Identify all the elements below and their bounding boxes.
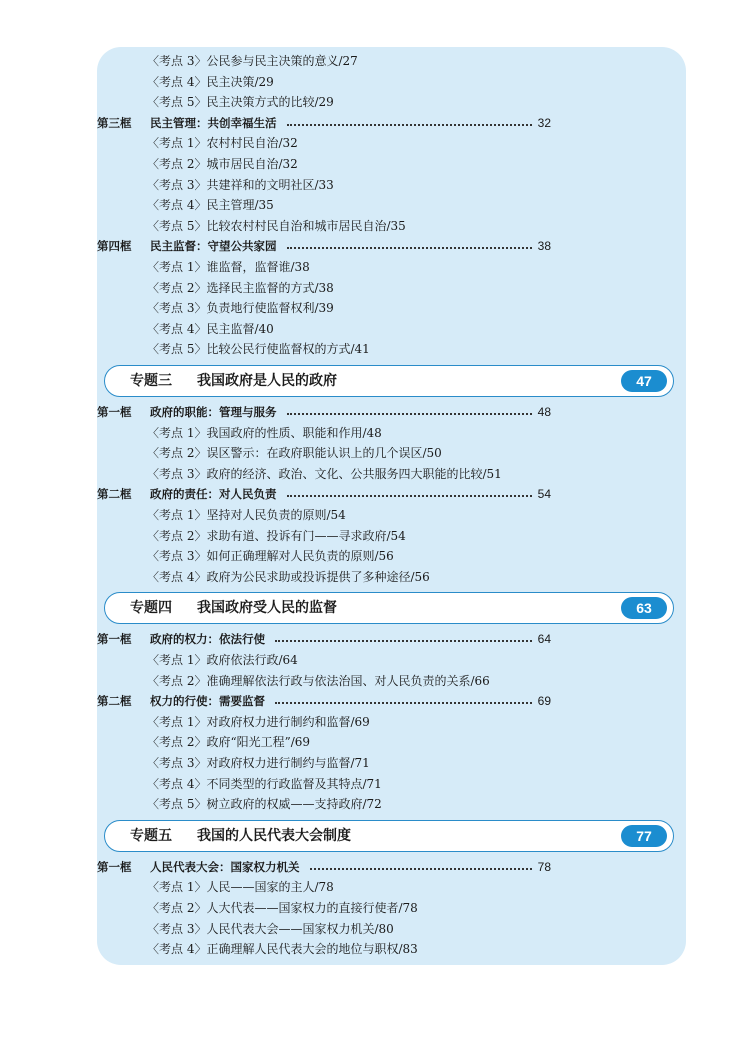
kaodian-row[interactable] xyxy=(0,216,589,236)
kaodian-entry[interactable] xyxy=(147,732,310,752)
kaodian-text: 共建祥和的文明社区/33 xyxy=(206,177,334,192)
kaodian-text: 我国政府的性质、职能和作用/48 xyxy=(206,425,382,440)
frame-page: 64 xyxy=(537,632,551,647)
kaodian-tag: 〈考点 1〉 xyxy=(147,425,207,440)
kaodian-tag: 〈考点 5〉 xyxy=(147,797,207,812)
kaodian-tag: 〈考点 2〉 xyxy=(147,901,207,915)
frame-title: 人民代表大会：国家权力机关 xyxy=(150,859,300,874)
frame-label: 第二框 xyxy=(97,694,132,709)
kaodian-row[interactable] xyxy=(0,133,589,153)
frame-row[interactable] xyxy=(0,402,589,422)
topic-label: 专题五 xyxy=(130,827,172,844)
kaodian-row[interactable] xyxy=(0,505,589,525)
frame-label: 第一框 xyxy=(97,859,132,874)
kaodian-text: 谁监督，监督谁/38 xyxy=(206,260,310,274)
kaodian-entry[interactable] xyxy=(147,464,502,484)
kaodian-tag: 〈考点 1〉 xyxy=(147,136,207,151)
kaodian-text: 政府依法行政/64 xyxy=(206,653,298,667)
dot-leader xyxy=(287,124,532,126)
topic-page-badge: 47 xyxy=(621,370,667,392)
topic-heading[interactable] xyxy=(104,820,674,852)
kaodian-text: 政府的经济、政治、文化、公共服务四大职能的比较/51 xyxy=(206,466,502,481)
frame-label: 第一框 xyxy=(97,632,132,647)
kaodian-entry[interactable] xyxy=(147,72,274,92)
kaodian-row[interactable] xyxy=(0,339,589,359)
kaodian-entry[interactable] xyxy=(147,753,370,773)
frame-entry[interactable] xyxy=(97,629,551,649)
kaodian-tag: 〈考点 1〉 xyxy=(147,880,207,895)
kaodian-row[interactable] xyxy=(0,774,589,794)
kaodian-entry[interactable] xyxy=(147,526,406,546)
kaodian-entry[interactable] xyxy=(147,298,334,318)
kaodian-text: 树立政府的权威——支持政府/72 xyxy=(206,797,382,812)
kaodian-text: 人民——国家的主人/78 xyxy=(206,880,334,895)
kaodian-entry[interactable] xyxy=(147,898,418,918)
kaodian-row[interactable] xyxy=(0,732,589,752)
kaodian-text: 准确理解依法行政与依法治国、对人民负责的关系/66 xyxy=(206,673,490,688)
kaodian-row[interactable] xyxy=(0,939,589,959)
kaodian-row[interactable] xyxy=(0,154,589,174)
topic-title: 我国的人民代表大会制度 xyxy=(197,827,351,844)
kaodian-tag: 〈考点 4〉 xyxy=(147,942,207,957)
frame-label: 第三框 xyxy=(97,115,132,130)
kaodian-tag: 〈考点 2〉 xyxy=(147,157,207,171)
kaodian-row[interactable] xyxy=(0,877,589,897)
frame-label: 第四框 xyxy=(97,239,132,254)
kaodian-tag: 〈考点 1〉 xyxy=(147,714,207,729)
topic-label: 专题四 xyxy=(130,600,172,617)
frame-entry[interactable] xyxy=(97,484,551,504)
dot-leader xyxy=(275,702,532,704)
kaodian-row[interactable] xyxy=(0,92,589,112)
kaodian-tag: 〈考点 1〉 xyxy=(147,260,207,274)
kaodian-row[interactable] xyxy=(0,175,589,195)
kaodian-text: 政府为公民求助或投诉提供了多种途径/56 xyxy=(206,569,430,584)
frame-title: 政府的职能：管理与服务 xyxy=(150,405,277,419)
kaodian-text: 选择民主监督的方式/38 xyxy=(206,280,334,295)
kaodian-entry[interactable] xyxy=(147,278,334,298)
kaodian-row[interactable] xyxy=(0,423,589,443)
kaodian-tag: 〈考点 3〉 xyxy=(147,177,207,192)
kaodian-entry[interactable] xyxy=(147,567,430,587)
kaodian-row[interactable] xyxy=(0,319,589,339)
frame-title: 政府的责任：对人民负责 xyxy=(150,487,277,502)
kaodian-text: 民主决策/29 xyxy=(206,74,274,89)
kaodian-entry[interactable] xyxy=(147,51,358,71)
frame-title: 权力的行使：需要监督 xyxy=(150,694,265,709)
dot-leader xyxy=(275,640,532,642)
frame-label: 第二框 xyxy=(97,487,132,502)
frame-row[interactable] xyxy=(0,857,589,877)
kaodian-row[interactable] xyxy=(0,195,589,215)
kaodian-row[interactable] xyxy=(0,526,589,546)
kaodian-text: 误区警示：在政府职能认识上的几个误区/50 xyxy=(206,446,442,461)
frame-row[interactable] xyxy=(0,236,589,256)
kaodian-tag: 〈考点 3〉 xyxy=(147,466,207,481)
frame-entry[interactable] xyxy=(97,857,551,877)
kaodian-tag: 〈考点 2〉 xyxy=(147,528,207,543)
frame-page: 48 xyxy=(537,405,551,419)
kaodian-entry[interactable] xyxy=(147,877,334,897)
kaodian-row[interactable] xyxy=(0,650,589,670)
kaodian-row[interactable] xyxy=(0,671,589,691)
kaodian-tag: 〈考点 2〉 xyxy=(147,446,207,461)
kaodian-row[interactable] xyxy=(0,278,589,298)
kaodian-tag: 〈考点 2〉 xyxy=(147,673,207,688)
dot-leader xyxy=(287,413,532,415)
frame-title: 民主管理：共创幸福生活 xyxy=(150,115,277,130)
frame-title: 民主监督：守望公共家园 xyxy=(150,239,277,254)
kaodian-text: 比较公民行使监督权的方式/41 xyxy=(206,342,370,357)
kaodian-row[interactable] xyxy=(0,443,589,463)
kaodian-text: 民主管理/35 xyxy=(206,198,274,213)
kaodian-row[interactable] xyxy=(0,567,589,587)
frame-entry[interactable] xyxy=(97,691,551,711)
kaodian-row[interactable] xyxy=(0,712,589,732)
kaodian-entry[interactable] xyxy=(147,257,310,277)
frame-row[interactable] xyxy=(0,691,589,711)
kaodian-tag: 〈考点 4〉 xyxy=(147,198,207,213)
kaodian-row[interactable] xyxy=(0,257,589,277)
kaodian-entry[interactable] xyxy=(147,175,334,195)
topic-title: 我国政府是人民的政府 xyxy=(197,373,337,389)
dot-leader xyxy=(310,868,532,870)
kaodian-row[interactable] xyxy=(0,72,589,92)
kaodian-entry[interactable] xyxy=(147,423,382,443)
kaodian-tag: 〈考点 4〉 xyxy=(147,776,207,791)
topic-heading[interactable] xyxy=(104,592,674,624)
kaodian-entry[interactable] xyxy=(147,505,346,525)
frame-page: 32 xyxy=(537,115,551,130)
kaodian-text: 求助有道、投诉有门——寻求政府/54 xyxy=(206,528,406,543)
kaodian-entry[interactable] xyxy=(147,319,274,339)
topic-label: 专题三 xyxy=(130,373,172,389)
kaodian-entry[interactable] xyxy=(147,794,382,814)
kaodian-tag: 〈考点 3〉 xyxy=(147,756,207,770)
kaodian-text: 正确理解人民代表大会的地位与职权/83 xyxy=(206,942,418,957)
kaodian-text: 民主监督/40 xyxy=(206,321,274,336)
kaodian-row[interactable] xyxy=(0,753,589,773)
kaodian-row[interactable] xyxy=(0,464,589,484)
kaodian-entry[interactable] xyxy=(147,195,274,215)
kaodian-text: 对政府权力进行制约与监督/71 xyxy=(206,756,370,770)
kaodian-entry[interactable] xyxy=(147,216,406,236)
kaodian-tag: 〈考点 3〉 xyxy=(147,921,207,936)
kaodian-entry[interactable] xyxy=(147,546,394,566)
kaodian-text: 对政府权力进行制约和监督/69 xyxy=(206,714,370,729)
topic-heading[interactable] xyxy=(104,365,674,397)
frame-entry[interactable] xyxy=(97,236,551,256)
kaodian-entry[interactable] xyxy=(147,919,394,939)
topic-page-badge: 77 xyxy=(621,825,667,847)
frame-page: 78 xyxy=(537,859,551,874)
kaodian-tag: 〈考点 2〉 xyxy=(147,280,207,295)
kaodian-entry[interactable] xyxy=(147,650,298,670)
frame-page: 38 xyxy=(537,239,551,254)
frame-entry[interactable] xyxy=(97,402,551,422)
topic-page-badge: 63 xyxy=(621,597,667,619)
kaodian-entry[interactable] xyxy=(147,443,442,463)
kaodian-tag: 〈考点 4〉 xyxy=(147,569,207,584)
frame-entry[interactable] xyxy=(97,113,551,133)
kaodian-row[interactable] xyxy=(0,898,589,918)
kaodian-text: 农村村民自治/32 xyxy=(206,136,298,151)
kaodian-text: 民主决策方式的比较/29 xyxy=(206,95,334,110)
kaodian-tag: 〈考点 3〉 xyxy=(147,549,207,564)
dot-leader xyxy=(287,247,532,249)
frame-row[interactable] xyxy=(0,629,589,649)
kaodian-tag: 〈考点 5〉 xyxy=(147,95,207,110)
kaodian-text: 不同类型的行政监督及其特点/71 xyxy=(206,776,382,791)
kaodian-text: 城市居民自治/32 xyxy=(206,157,298,171)
kaodian-entry[interactable] xyxy=(147,774,382,794)
kaodian-text: 比较农村村民自治和城市居民自治/35 xyxy=(206,218,406,233)
kaodian-row[interactable] xyxy=(0,51,589,71)
frame-page: 54 xyxy=(537,487,551,502)
frame-title: 政府的权力：依法行使 xyxy=(150,632,265,647)
kaodian-text: 负责地行使监督权利/39 xyxy=(206,301,334,316)
kaodian-entry[interactable] xyxy=(147,939,418,959)
kaodian-tag: 〈考点 5〉 xyxy=(147,342,207,357)
kaodian-text: 人民代表大会——国家权力机关/80 xyxy=(206,921,394,936)
kaodian-row[interactable] xyxy=(0,298,589,318)
kaodian-text: 如何正确理解对人民负责的原则/56 xyxy=(206,549,394,564)
kaodian-text: 坚持对人民负责的原则/54 xyxy=(206,508,346,522)
kaodian-row[interactable] xyxy=(0,794,589,814)
kaodian-tag: 〈考点 1〉 xyxy=(147,653,207,667)
frame-row[interactable] xyxy=(0,113,589,133)
kaodian-text: 人大代表——国家权力的直接行使者/78 xyxy=(206,901,418,915)
kaodian-entry[interactable] xyxy=(147,339,370,359)
kaodian-tag: 〈考点 2〉 xyxy=(147,735,207,750)
dot-leader xyxy=(287,495,532,497)
kaodian-entry[interactable] xyxy=(147,92,334,112)
kaodian-text: 政府“阳光工程”/69 xyxy=(206,735,311,750)
kaodian-row[interactable] xyxy=(0,919,589,939)
frame-row[interactable] xyxy=(0,484,589,504)
frame-label: 第一框 xyxy=(97,405,132,419)
kaodian-tag: 〈考点 4〉 xyxy=(147,321,207,336)
frame-page: 69 xyxy=(537,694,551,709)
kaodian-tag: 〈考点 1〉 xyxy=(147,508,207,522)
kaodian-tag: 〈考点 5〉 xyxy=(147,218,207,233)
kaodian-entry[interactable] xyxy=(147,154,298,174)
kaodian-tag: 〈考点 3〉 xyxy=(147,54,207,68)
topic-title: 我国政府受人民的监督 xyxy=(197,600,337,617)
kaodian-entry[interactable] xyxy=(147,133,298,153)
kaodian-entry[interactable] xyxy=(147,712,370,732)
kaodian-entry[interactable] xyxy=(147,671,490,691)
kaodian-row[interactable] xyxy=(0,546,589,566)
kaodian-text: 公民参与民主决策的意义/27 xyxy=(206,54,358,68)
kaodian-tag: 〈考点 4〉 xyxy=(147,74,207,89)
kaodian-tag: 〈考点 3〉 xyxy=(147,301,207,316)
